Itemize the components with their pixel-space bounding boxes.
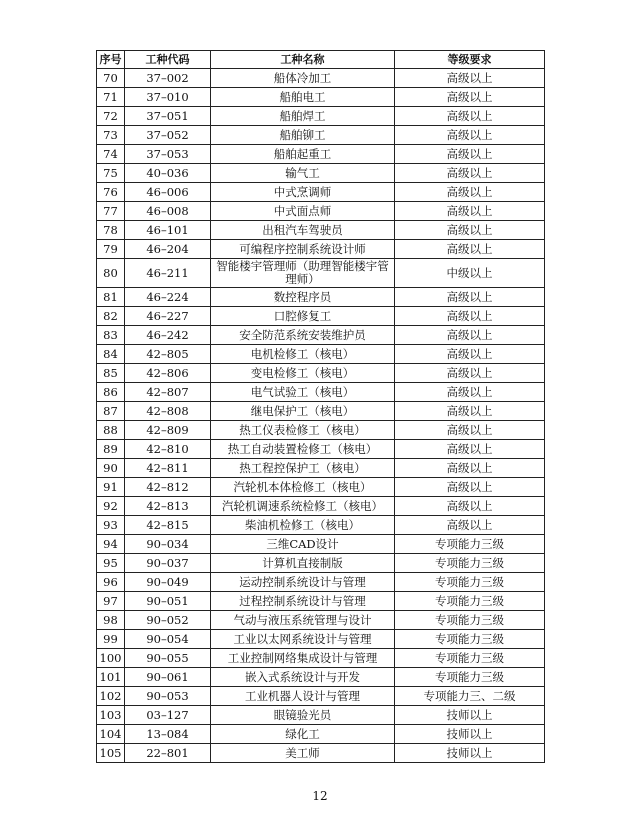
- level-requirement: 专项能力三级: [395, 668, 545, 687]
- occupation-name: 数控程序员: [211, 288, 395, 307]
- occupation-code: 40–036: [125, 164, 211, 183]
- occupation-name: 电气试验工（核电）: [211, 383, 395, 402]
- table-row: [97, 69, 545, 88]
- table-row: [97, 535, 545, 554]
- occupation-name: 工业以太网系统设计与管理: [211, 630, 395, 649]
- row-index: 86: [97, 383, 125, 402]
- occupation-code: 37–002: [125, 69, 211, 88]
- row-index: 103: [97, 706, 125, 725]
- occupation-name: 船舶电工: [211, 88, 395, 107]
- table-row: [97, 307, 545, 326]
- occupation-code: 42–809: [125, 421, 211, 440]
- row-index: 100: [97, 649, 125, 668]
- table-row: [97, 364, 545, 383]
- occupation-code: 90–055: [125, 649, 211, 668]
- level-requirement: 高级以上: [395, 345, 545, 364]
- occupation-name: 绿化工: [211, 725, 395, 744]
- occupation-name: 船舶起重工: [211, 145, 395, 164]
- table-header-row: [97, 51, 545, 69]
- level-requirement: 高级以上: [395, 164, 545, 183]
- level-requirement: 高级以上: [395, 497, 545, 516]
- level-requirement: 高级以上: [395, 440, 545, 459]
- table-row: [97, 459, 545, 478]
- table-row: [97, 145, 545, 164]
- row-index: 71: [97, 88, 125, 107]
- row-index: 104: [97, 725, 125, 744]
- header-code: 工种代码: [125, 51, 211, 69]
- level-requirement: 高级以上: [395, 421, 545, 440]
- occupation-code: 90–049: [125, 573, 211, 592]
- header-index: 序号: [97, 51, 125, 69]
- table-row: [97, 611, 545, 630]
- page-number: 12: [312, 789, 328, 803]
- occupation-code: 90–051: [125, 592, 211, 611]
- level-requirement: 中级以上: [395, 259, 545, 288]
- occupation-name: 可编程序控制系统设计师: [211, 240, 395, 259]
- level-requirement: 高级以上: [395, 402, 545, 421]
- level-requirement: 高级以上: [395, 183, 545, 202]
- level-requirement: 技师以上: [395, 744, 545, 763]
- table-row: [97, 592, 545, 611]
- occupation-name: 眼镜验光员: [211, 706, 395, 725]
- table-row: [97, 725, 545, 744]
- occupation-code: 42–813: [125, 497, 211, 516]
- row-index: 75: [97, 164, 125, 183]
- level-requirement: 高级以上: [395, 88, 545, 107]
- level-requirement: 高级以上: [395, 69, 545, 88]
- occupation-name: 出租汽车驾驶员: [211, 221, 395, 240]
- level-requirement: 高级以上: [395, 202, 545, 221]
- row-index: 98: [97, 611, 125, 630]
- occupation-name: 继电保护工（核电）: [211, 402, 395, 421]
- row-index: 83: [97, 326, 125, 345]
- occupation-code: 90–034: [125, 535, 211, 554]
- table-row: [97, 221, 545, 240]
- row-index: 87: [97, 402, 125, 421]
- occupation-code: 46–101: [125, 221, 211, 240]
- occupation-name: 运动控制系统设计与管理: [211, 573, 395, 592]
- table-row: [97, 687, 545, 706]
- occupation-name: 变电检修工（核电）: [211, 364, 395, 383]
- level-requirement: 技师以上: [395, 725, 545, 744]
- occupation-code: 90–053: [125, 687, 211, 706]
- occupation-name: 口腔修复工: [211, 307, 395, 326]
- occupation-name: 汽轮机调速系统检修工（核电）: [211, 497, 395, 516]
- occupation-code: 46–008: [125, 202, 211, 221]
- occupation-name: 安全防范系统安装维护员: [211, 326, 395, 345]
- occupation-code: 46–204: [125, 240, 211, 259]
- level-requirement: 高级以上: [395, 288, 545, 307]
- occupation-code: 90–037: [125, 554, 211, 573]
- table-row: [97, 240, 545, 259]
- occupation-code: 42–808: [125, 402, 211, 421]
- row-index: 95: [97, 554, 125, 573]
- level-requirement: 高级以上: [395, 478, 545, 497]
- level-requirement: 专项能力三级: [395, 649, 545, 668]
- level-requirement: 专项能力三级: [395, 554, 545, 573]
- level-requirement: 专项能力三级: [395, 611, 545, 630]
- level-requirement: 专项能力三级: [395, 573, 545, 592]
- row-index: 90: [97, 459, 125, 478]
- table-row: [97, 497, 545, 516]
- occupation-code: 42–811: [125, 459, 211, 478]
- occupation-code: 42–812: [125, 478, 211, 497]
- table-row: [97, 706, 545, 725]
- table-row: [97, 202, 545, 221]
- level-requirement: 高级以上: [395, 326, 545, 345]
- occupation-code: 42–806: [125, 364, 211, 383]
- occupation-code: 46–006: [125, 183, 211, 202]
- row-index: 73: [97, 126, 125, 145]
- row-index: 99: [97, 630, 125, 649]
- row-index: 77: [97, 202, 125, 221]
- table-row: [97, 288, 545, 307]
- level-requirement: 高级以上: [395, 145, 545, 164]
- occupation-code: 46–242: [125, 326, 211, 345]
- level-requirement: 高级以上: [395, 107, 545, 126]
- occupation-name: 热工仪表检修工（核电）: [211, 421, 395, 440]
- level-requirement: 专项能力三、二级: [395, 687, 545, 706]
- occupation-code: 03–127: [125, 706, 211, 725]
- occupation-code: 37–010: [125, 88, 211, 107]
- row-index: 79: [97, 240, 125, 259]
- row-index: 91: [97, 478, 125, 497]
- row-index: 97: [97, 592, 125, 611]
- occupation-code: 13–084: [125, 725, 211, 744]
- occupation-code: 46–227: [125, 307, 211, 326]
- level-requirement: 高级以上: [395, 240, 545, 259]
- table-row: [97, 88, 545, 107]
- table-row: [97, 345, 545, 364]
- table-row: [97, 126, 545, 145]
- level-requirement: 高级以上: [395, 383, 545, 402]
- table-row: [97, 668, 545, 687]
- table-row: [97, 421, 545, 440]
- occupation-name: 中式面点师: [211, 202, 395, 221]
- occupation-code: 42–805: [125, 345, 211, 364]
- table-body: [97, 69, 545, 763]
- row-index: 74: [97, 145, 125, 164]
- occupation-code: 42–815: [125, 516, 211, 535]
- table-row: [97, 630, 545, 649]
- occupation-code: 42–807: [125, 383, 211, 402]
- occupation-code: 22–801: [125, 744, 211, 763]
- table-row: [97, 478, 545, 497]
- table-row: [97, 554, 545, 573]
- row-index: 92: [97, 497, 125, 516]
- occupation-name: 输气工: [211, 164, 395, 183]
- occupation-name: 智能楼宇管理师（助理智能楼宇管理师）: [211, 259, 395, 288]
- row-index: 82: [97, 307, 125, 326]
- table-row: [97, 649, 545, 668]
- occupation-code: 42–810: [125, 440, 211, 459]
- table-row: [97, 326, 545, 345]
- occupation-name: 船舶焊工: [211, 107, 395, 126]
- header-level: 等级要求: [395, 51, 545, 69]
- row-index: 101: [97, 668, 125, 687]
- row-index: 88: [97, 421, 125, 440]
- occupation-name: 工业控制网络集成设计与管理: [211, 649, 395, 668]
- row-index: 81: [97, 288, 125, 307]
- occupation-name: 过程控制系统设计与管理: [211, 592, 395, 611]
- row-index: 72: [97, 107, 125, 126]
- occupation-name: 柴油机检修工（核电）: [211, 516, 395, 535]
- level-requirement: 高级以上: [395, 221, 545, 240]
- occupation-name: 热工程控保护工（核电）: [211, 459, 395, 478]
- level-requirement: 高级以上: [395, 307, 545, 326]
- occupation-name: 中式烹调师: [211, 183, 395, 202]
- row-index: 78: [97, 221, 125, 240]
- occupation-code: 90–061: [125, 668, 211, 687]
- table-row: [97, 183, 545, 202]
- table-row: [97, 383, 545, 402]
- occupation-code: 37–053: [125, 145, 211, 164]
- level-requirement: 专项能力三级: [395, 592, 545, 611]
- level-requirement: 高级以上: [395, 126, 545, 145]
- table-row: [97, 516, 545, 535]
- occupation-code: 37–051: [125, 107, 211, 126]
- level-requirement: 技师以上: [395, 706, 545, 725]
- occupation-name: 嵌入式系统设计与开发: [211, 668, 395, 687]
- table-row: [97, 164, 545, 183]
- row-index: 94: [97, 535, 125, 554]
- occupation-code: 46–224: [125, 288, 211, 307]
- table-row: [97, 259, 545, 288]
- row-index: 102: [97, 687, 125, 706]
- occupation-name: 气动与液压系统管理与设计: [211, 611, 395, 630]
- level-requirement: 专项能力三级: [395, 535, 545, 554]
- row-index: 84: [97, 345, 125, 364]
- occupation-code: 90–054: [125, 630, 211, 649]
- level-requirement: 高级以上: [395, 364, 545, 383]
- row-index: 76: [97, 183, 125, 202]
- row-index: 89: [97, 440, 125, 459]
- table-row: [97, 402, 545, 421]
- table-row: [97, 744, 545, 763]
- occupation-name: 船舶铆工: [211, 126, 395, 145]
- level-requirement: 高级以上: [395, 459, 545, 478]
- occupation-name: 热工自动装置检修工（核电）: [211, 440, 395, 459]
- table-row: [97, 573, 545, 592]
- occupation-code: 37–052: [125, 126, 211, 145]
- occupation-code: 90–052: [125, 611, 211, 630]
- occupation-name: 美工师: [211, 744, 395, 763]
- level-requirement: 专项能力三级: [395, 630, 545, 649]
- row-index: 85: [97, 364, 125, 383]
- occupation-name: 电机检修工（核电）: [211, 345, 395, 364]
- row-index: 105: [97, 744, 125, 763]
- table-row: [97, 107, 545, 126]
- row-index: 70: [97, 69, 125, 88]
- occupation-table: [96, 50, 545, 763]
- occupation-name: 计算机直接制版: [211, 554, 395, 573]
- occupation-name: 汽轮机本体检修工（核电）: [211, 478, 395, 497]
- occupation-code: 46–211: [125, 259, 211, 288]
- occupation-name: 工业机器人设计与管理: [211, 687, 395, 706]
- occupation-name: 船体冷加工: [211, 69, 395, 88]
- row-index: 80: [97, 259, 125, 288]
- row-index: 93: [97, 516, 125, 535]
- occupation-name: 三维CAD设计: [211, 535, 395, 554]
- level-requirement: 高级以上: [395, 516, 545, 535]
- header-name: 工种名称: [211, 51, 395, 69]
- row-index: 96: [97, 573, 125, 592]
- table-row: [97, 440, 545, 459]
